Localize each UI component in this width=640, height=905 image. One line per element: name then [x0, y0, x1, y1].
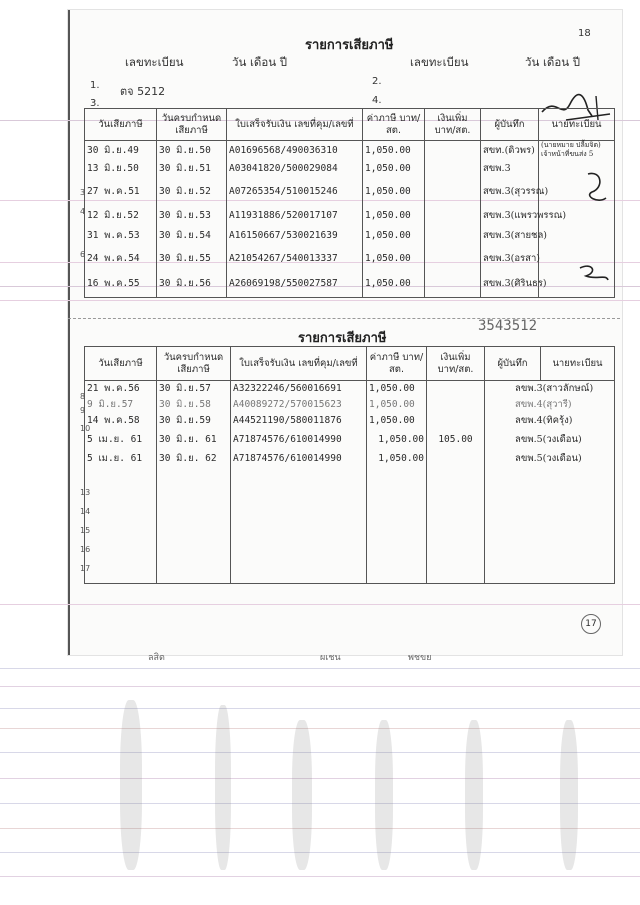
table-row — [85, 205, 615, 225]
th-recorder: ผู้บันทึก — [481, 109, 539, 141]
cell-receipt: A21054267/540013337 — [227, 245, 363, 271]
th-due-date: วันครบกำหนด เสียภาษี — [157, 347, 231, 381]
date-header-1: วัน เดือน ปี — [232, 55, 288, 69]
cell-paid: 21 พ.ค.56 — [85, 381, 157, 397]
cell-recorder: สขพ.3(สุวรรณ) — [481, 177, 539, 205]
cell-due: 30 มิ.ย.55 — [157, 245, 227, 271]
cell-recorder: ลขพ.5(วงเดือน) — [485, 430, 615, 449]
cell-surcharge — [427, 381, 485, 397]
cell-recorder: สขพ.3(ศิรินธร) — [481, 271, 539, 297]
cell-surcharge — [425, 141, 481, 160]
cell-due: 30 มิ.ย.58 — [157, 397, 231, 412]
th-receipt: ใบเสร็จรับเงิน เลขที่คุม/เลขที่ — [231, 347, 367, 381]
table-row — [85, 468, 615, 487]
cell-recorder: สขพ.3 — [481, 159, 539, 177]
th-recorder: ผู้บันทึก — [485, 347, 541, 381]
table-row — [85, 544, 615, 584]
cell-tax: 1,050.00 — [363, 141, 425, 160]
cell-paid: 5 เม.ย. 61 — [85, 430, 157, 449]
th-registrar: นายทะเบียน — [539, 109, 615, 141]
cell-tax: 1,050.00 — [367, 430, 427, 449]
cell-paid: 12 มิ.ย.52 — [85, 205, 157, 225]
cell-paid: 5 เม.ย. 61 — [85, 449, 157, 468]
th-surcharge: เงินเพิ่ม บาท/สต. — [427, 347, 485, 381]
cell-paid: 16 พ.ค.55 — [85, 271, 157, 297]
stamp-number: 3543512 — [478, 318, 538, 334]
cell-paid: 27 พ.ค.51 — [85, 177, 157, 205]
cell-recorder: สขท.(ดิวพร) — [481, 141, 539, 160]
cell-due: 30 มิ.ย.50 — [157, 141, 227, 160]
row-number: 8 — [80, 392, 86, 401]
table-row — [85, 225, 615, 245]
cell-due: 30 มิ.ย. 62 — [157, 449, 231, 468]
cell-recorder: ลขพ.3(อรสา) — [481, 245, 539, 271]
cell-paid: 14 พ.ค.58 — [85, 412, 157, 430]
cell-due: 30 มิ.ย.54 — [157, 225, 227, 245]
footer-left: ลสิต — [148, 653, 165, 663]
plate-number: ตจ 5212 — [120, 85, 166, 98]
cell-surcharge — [425, 159, 481, 177]
cell-tax: 1,050.00 — [367, 381, 427, 397]
cell-tax: 1,050.00 — [363, 225, 425, 245]
cell-surcharge — [425, 205, 481, 225]
table-row — [85, 412, 615, 430]
corner-number: 18 — [578, 28, 591, 39]
entry-no-2: 2. — [372, 76, 382, 87]
cell-tax: 1,050.00 — [363, 205, 425, 225]
cell-registrar: (นายหมาย ปลื้มจิต) เจ้าหน้าที่ขนส่ง 5 — [539, 141, 615, 160]
cell-recorder: ลขพ.4(ทิครุ้ง) — [485, 412, 615, 430]
cell-recorder: สขพ.4(สุวารี) — [485, 397, 615, 412]
tax-table-1 — [84, 108, 615, 298]
cell-receipt: A71874576/610014990 — [231, 430, 367, 449]
cell-surcharge — [425, 177, 481, 205]
handwritten-mark-icon — [580, 168, 612, 208]
cell-surcharge — [425, 271, 481, 297]
cell-tax: 1,050.00 — [367, 449, 427, 468]
table-row — [85, 430, 615, 449]
row-number: 9 — [80, 406, 86, 415]
cell-receipt: A01696568/490036310 — [227, 141, 363, 160]
cell-due: 30 มิ.ย.53 — [157, 205, 227, 225]
row-number: 15 — [80, 526, 91, 535]
cell-receipt: A32322246/560016691 — [231, 381, 367, 397]
tax-table-2 — [84, 346, 615, 584]
cell-receipt: A26069198/550027587 — [227, 271, 363, 297]
cell-due: 30 มิ.ย.52 — [157, 177, 227, 205]
footer-mid: ผเชน — [320, 653, 341, 663]
reg-header-2: เลขทะเบียน — [410, 55, 469, 69]
table-row — [85, 177, 615, 205]
cell-due: 30 มิ.ย. 61 — [157, 430, 231, 449]
cell-recorder: สขพ.3(แพรวพรรณ) — [481, 205, 539, 225]
cell-due: 30 มิ.ย.51 — [157, 159, 227, 177]
date-header-2: วัน เดือน ปี — [525, 55, 581, 69]
table-row — [85, 159, 615, 177]
th-receipt: ใบเสร็จรับเงิน เลขที่คุม/เลขที่ — [227, 109, 363, 141]
th-tax: ค่าภาษี บาท/สต. — [363, 109, 425, 141]
cell-paid: 9 มิ.ย.57 — [85, 397, 157, 412]
table-row — [85, 525, 615, 544]
cell-due: 30 มิ.ย.59 — [157, 412, 231, 430]
entry-no-3: 3. — [90, 98, 100, 109]
row-number: 13 — [80, 488, 91, 497]
cell-paid: 24 พ.ค.54 — [85, 245, 157, 271]
th-surcharge: เงินเพิ่ม บาท/สต. — [425, 109, 481, 141]
row-number: 4 — [80, 207, 86, 216]
th-due-date: วันครบกำหนด เสียภาษี — [157, 109, 227, 141]
page-divider — [68, 318, 620, 320]
cell-surcharge — [427, 397, 485, 412]
cell-surcharge — [425, 245, 481, 271]
table-row — [85, 506, 615, 525]
row-number: 14 — [80, 507, 91, 516]
th-date-paid: วันเสียภาษี — [85, 347, 157, 381]
cell-receipt: A11931886/520017107 — [227, 205, 363, 225]
table-row — [85, 381, 615, 397]
cell-receipt: A16150667/530021639 — [227, 225, 363, 245]
cell-recorder: ลขพ.5(วงเดือน) — [485, 449, 615, 468]
cell-due: 30 มิ.ย.56 — [157, 271, 227, 297]
table-row — [85, 245, 615, 271]
cell-tax: 1,050.00 — [367, 397, 427, 412]
cell-tax: 1,050.00 — [367, 412, 427, 430]
row-number: 16 — [80, 545, 91, 554]
cell-surcharge: 105.00 — [427, 430, 485, 449]
table-row — [85, 271, 615, 297]
cell-surcharge — [427, 449, 485, 468]
cell-tax: 1,050.00 — [363, 245, 425, 271]
row-number: 10 — [80, 424, 91, 433]
tax-record-title-2: รายการเสียภาษี — [298, 331, 387, 346]
row-number: 17 — [80, 564, 91, 573]
footer-right: พชขย — [408, 653, 432, 663]
cell-surcharge — [427, 412, 485, 430]
th-tax: ค่าภาษี บาท/สต. — [367, 347, 427, 381]
row-number: 6 — [80, 250, 86, 259]
cell-receipt: A71874576/610014990 — [231, 449, 367, 468]
cell-receipt: A44521190/580011876 — [231, 412, 367, 430]
cell-receipt: A03041820/500029084 — [227, 159, 363, 177]
th-date-paid: วันเสียภาษี — [85, 109, 157, 141]
cell-receipt: A07265354/510015246 — [227, 177, 363, 205]
table-row — [85, 141, 615, 160]
cell-tax: 1,050.00 — [363, 177, 425, 205]
th-registrar: นายทะเบียน — [541, 347, 615, 381]
tax-record-title: รายการเสียภาษี — [305, 38, 394, 53]
reg-header-1: เลขทะเบียน — [125, 55, 184, 69]
cell-recorder: สขพ.3(สายชล) — [481, 225, 539, 245]
cell-tax: 1,050.00 — [363, 271, 425, 297]
row-number: 3 — [80, 188, 86, 197]
cell-due: 30 มิ.ย.57 — [157, 381, 231, 397]
entry-no-4: 4. — [372, 95, 382, 106]
cell-surcharge — [425, 225, 481, 245]
page-number: 17 — [581, 614, 601, 634]
cell-receipt: A40089272/570015623 — [231, 397, 367, 412]
cell-recorder: ลขพ.3(สาวลักษณ์) — [485, 381, 615, 397]
cell-paid: 30 มิ.ย.49 — [85, 141, 157, 160]
table-row — [85, 449, 615, 468]
handwritten-mark-icon — [576, 258, 612, 288]
cell-paid: 13 มิ.ย.50 — [85, 159, 157, 177]
entry-no-1: 1. — [90, 80, 100, 91]
table-row — [85, 487, 615, 506]
cell-paid: 31 พ.ค.53 — [85, 225, 157, 245]
cell-registrar — [539, 225, 615, 245]
cell-tax: 1,050.00 — [363, 159, 425, 177]
table-row — [85, 397, 615, 412]
